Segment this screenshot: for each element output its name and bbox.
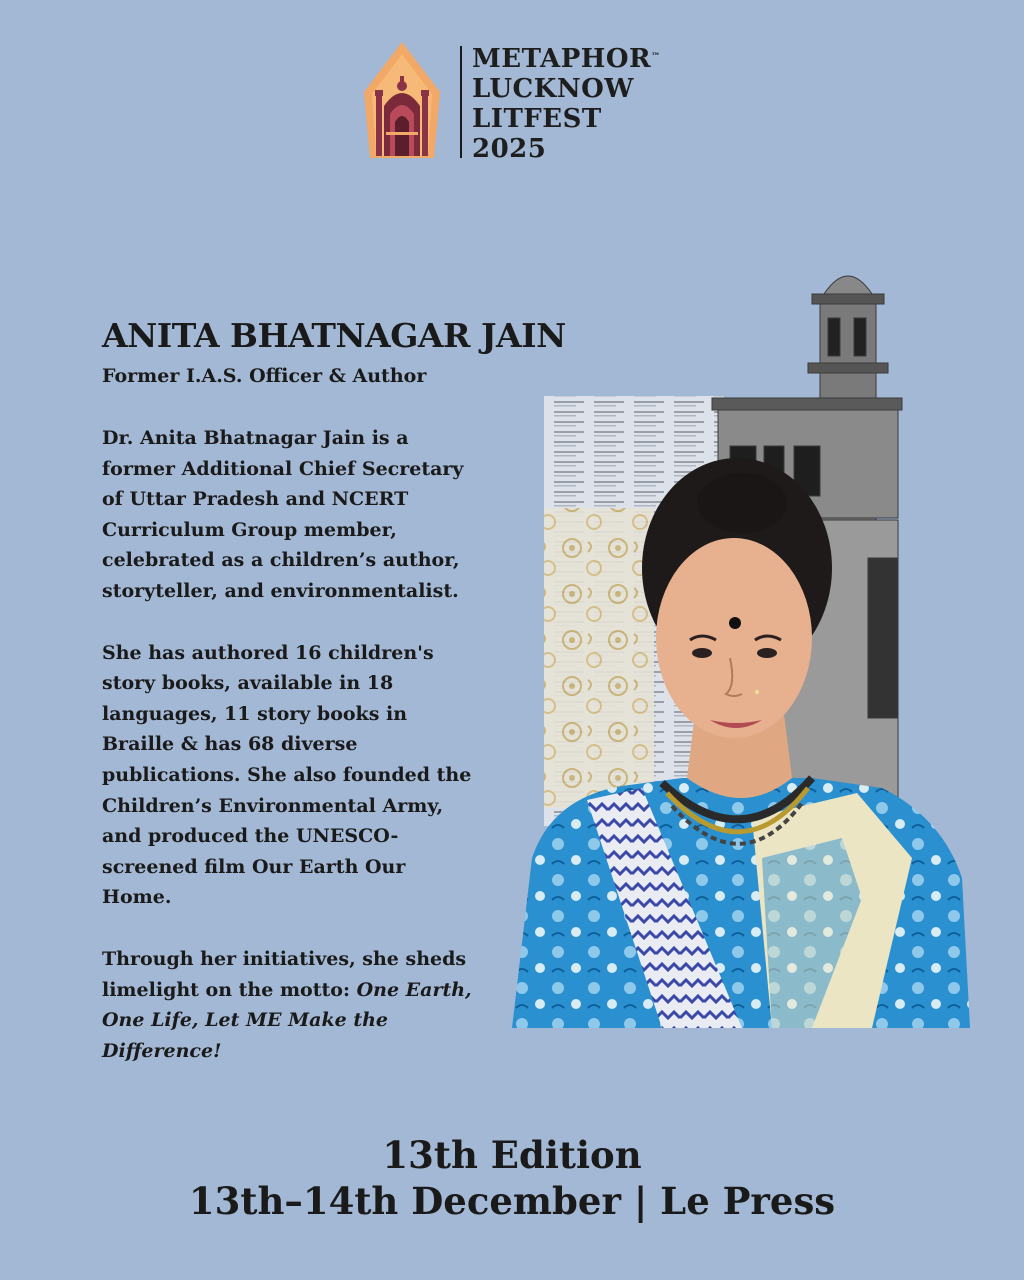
logo-line-3: LITFEST xyxy=(472,104,602,134)
bio-line-plain: limelight on the motto: xyxy=(102,978,357,1001)
logo-divider xyxy=(460,46,462,158)
bio-line: former Additional Chief Secretary xyxy=(102,457,464,480)
bio-paragraph-2 xyxy=(102,638,522,913)
bio-line: Dr. Anita Bhatnagar Jain is a xyxy=(102,427,409,449)
logo-wordmark xyxy=(472,44,661,164)
bio-paragraph-1 xyxy=(102,423,522,607)
bio-line: story books, available in 18 xyxy=(102,672,394,695)
bio-line: Curriculum Group member, xyxy=(102,518,397,541)
logo-line-4: 2025 xyxy=(472,134,547,164)
bio-line: languages, 11 story books in xyxy=(102,702,408,725)
trademark-symbol: ™ xyxy=(651,52,661,62)
bio-line: storyteller, and environmentalist. xyxy=(102,579,459,602)
speaker-bio xyxy=(102,423,522,1097)
bio-line: and produced the UNESCO- xyxy=(102,825,399,848)
bio-line: of Uttar Pradesh and NCERT xyxy=(102,488,409,511)
bio-line: Braille & has 68 diverse xyxy=(102,733,358,756)
motto-text: One Earth, xyxy=(356,978,472,1001)
bio-line: Through her initiatives, she sheds xyxy=(102,947,467,970)
bio-line: celebrated as a children’s author, xyxy=(102,549,460,572)
speaker-role: Former I.A.S. Officer & Author xyxy=(102,365,427,387)
event-footer xyxy=(0,1132,1024,1224)
speaker-photo xyxy=(512,258,972,1030)
bio-line: Home. xyxy=(102,886,172,909)
speaker-name: ANITA BHATNAGAR JAIN xyxy=(102,316,566,355)
bio-paragraph-3 xyxy=(102,944,522,1066)
festival-logo xyxy=(362,40,682,165)
bio-line: She has authored 16 children's xyxy=(102,641,434,664)
bio-line: publications. She also founded the xyxy=(102,763,472,786)
dates-venue: 13th–14th December | Le Press xyxy=(188,1179,836,1223)
logo-line-1: METAPHOR xyxy=(472,44,652,74)
bio-line: screened film Our Earth Our xyxy=(102,855,406,878)
monument-logo-icon xyxy=(362,40,442,160)
bio-line: Children’s Environmental Army, xyxy=(102,794,444,817)
motto-text: One Life, Let ME Make the xyxy=(102,1009,388,1032)
logo-line-2: LUCKNOW xyxy=(472,74,634,104)
bio-line xyxy=(102,975,522,1006)
motto-text: Difference! xyxy=(102,1039,222,1062)
edition-label: 13th Edition xyxy=(382,1133,642,1177)
